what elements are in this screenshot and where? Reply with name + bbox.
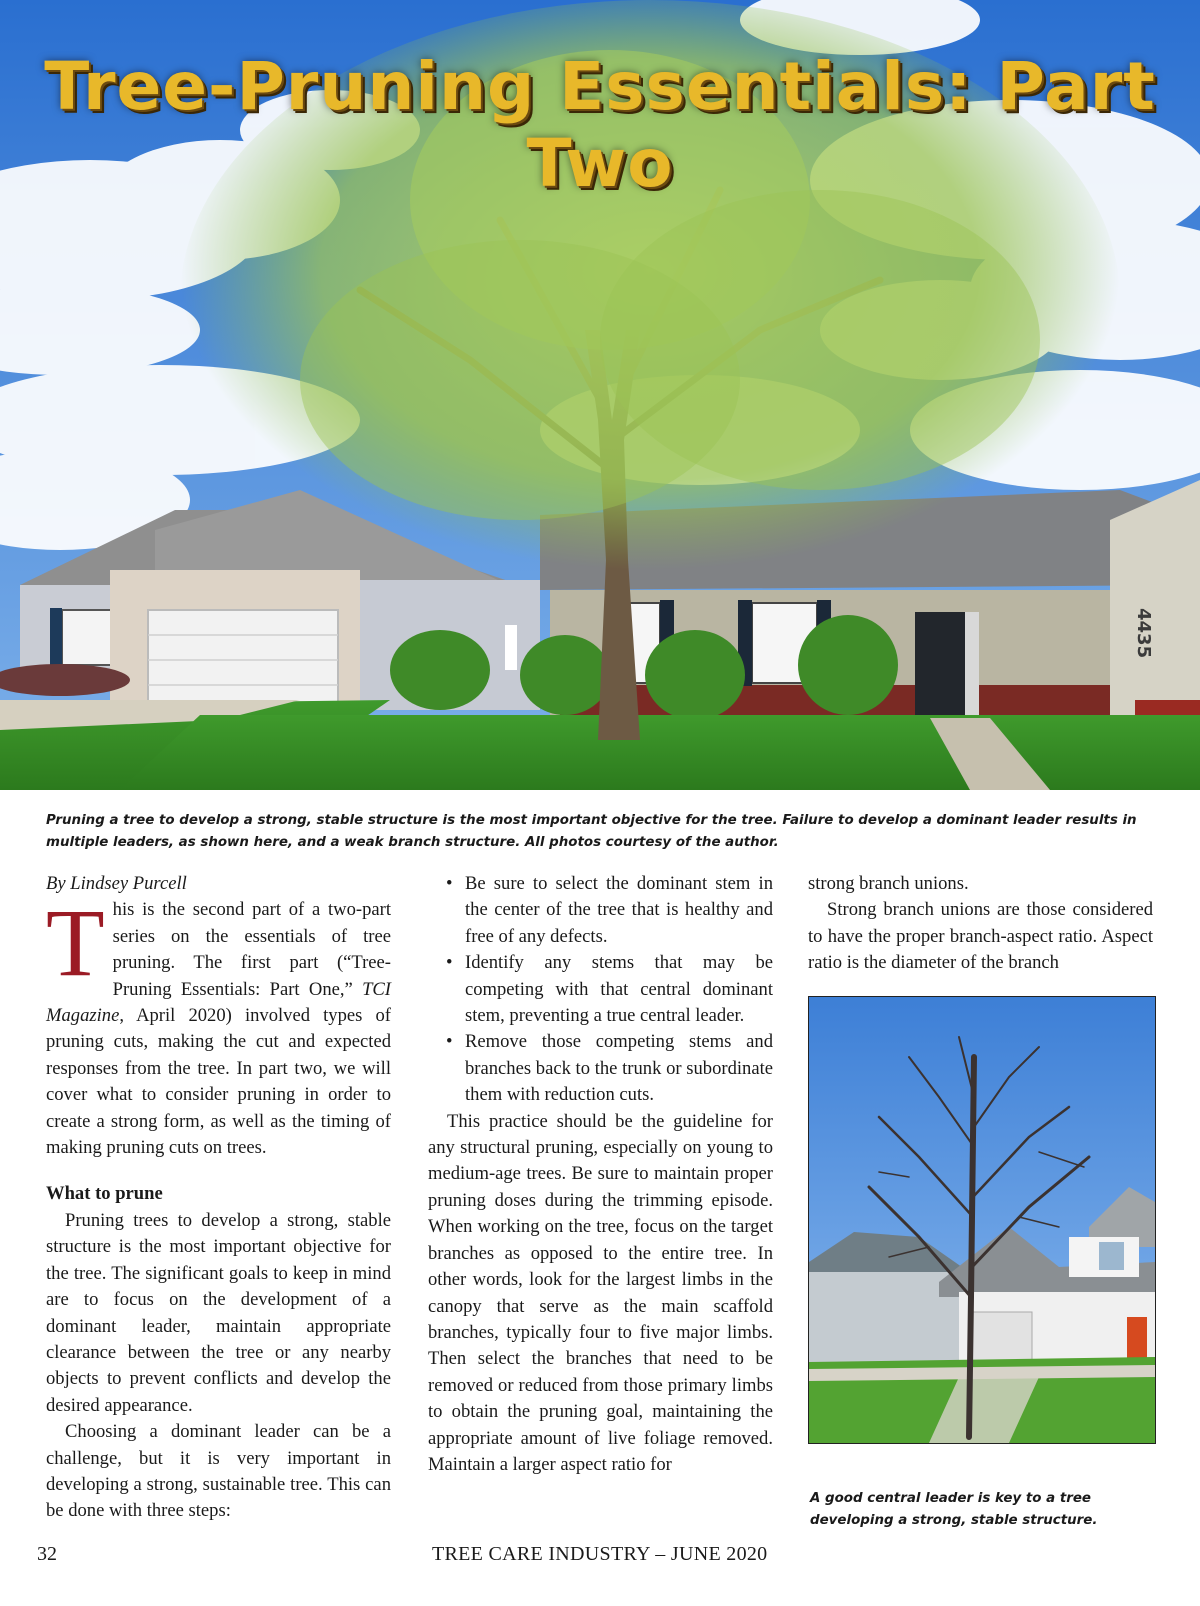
body-paragraph-1: Pruning trees to develop a strong, stable structure is the most important objective for the tree. The significant goals to keep in mind are to focus on the development of a dominant leader, maintain appropriate clearance between the tree or any nearby objects to prevent conflicts and develop the desired appearance. — [46, 1209, 391, 1416]
list-item: • Identify any stems that may be competing with that central dominant stem, preventing a true central leader. — [446, 950, 773, 1029]
column-3 — [808, 871, 1153, 977]
magazine-name: TCI Magazine — [46, 978, 391, 1027]
intro-paragraph — [46, 889, 391, 1161]
page-number: 32 — [37, 1543, 57, 1565]
body-paragraph-3: This practice should be the guideline for any structural pruning, especially on young to medium-age trees. Be sure to maintain proper pruning doses during the trimming episode. When working on the tree, focus on the target branches as opposed to the entire tree. In other words, look for the largest limbs in the canopy that serve as the main scaffold branches, typically four to five major limbs. Then select the branches that need to be removed or reduced from those primary limbs to obtain the pruning goal, maintaining the appropriate amount of live foliage removed. Maintain a larger aspect ratio for — [428, 1110, 773, 1475]
side-photo-illustration — [809, 997, 1155, 1443]
intro-text-end: , April 2020) involved types of pruning cuts, making the cut and expected responses from the tree. In part two, we will cover what to consider pruning in order to create a strong form, as well as the timing of making pruning cuts on trees. — [46, 1005, 391, 1159]
body-paragraph-2: Choosing a dominant leader can be a challenge, but it is very important in developing a strong, sustainable tree. This can be done with three steps: — [46, 1421, 391, 1522]
continued-text: strong branch unions. — [808, 873, 969, 894]
column-1 — [46, 871, 391, 1525]
byline: By Lindsey Purcell — [46, 873, 187, 894]
list-item: • Be sure to select the dominant stem in the center of the tree that is healthy and free of any defects. — [446, 871, 773, 950]
side-photo-caption: A good central leader is key to a tree developing a strong, stable structure. — [810, 1491, 1098, 1528]
house-number: 4435 — [1133, 608, 1154, 659]
article-title: Tree-Pruning Essentials: Part Two — [44, 48, 1156, 202]
steps-list — [446, 871, 773, 1109]
drop-cap: T — [46, 889, 105, 997]
hero-caption: Pruning a tree to develop a strong, stable structure is the most important objective for the tree. Failure to develop a dominant leader results in multiple leaders, as shown here, and a weak branch structure. All photos courtesy of the author. — [46, 813, 1137, 850]
intro-text: his is the second part of a two-part series on the essentials of tree pruning. The first part (“Tree-Pruning Essentials: Part One,” — [112, 899, 391, 1000]
body-paragraph-4: Strong branch unions are those considered to have the proper branch-aspect ratio. Aspect ratio is the diameter of the branch — [808, 899, 1153, 974]
side-photo — [808, 996, 1156, 1444]
running-footer: TREE CARE INDUSTRY – JUNE 2020 — [432, 1543, 768, 1565]
hero-photo — [0, 0, 1200, 790]
column-2 — [428, 871, 773, 1478]
section-heading: What to prune — [46, 1183, 163, 1205]
list-item: • Remove those competing stems and branches back to the trunk or subordinate them with reduction cuts. — [446, 1029, 773, 1108]
